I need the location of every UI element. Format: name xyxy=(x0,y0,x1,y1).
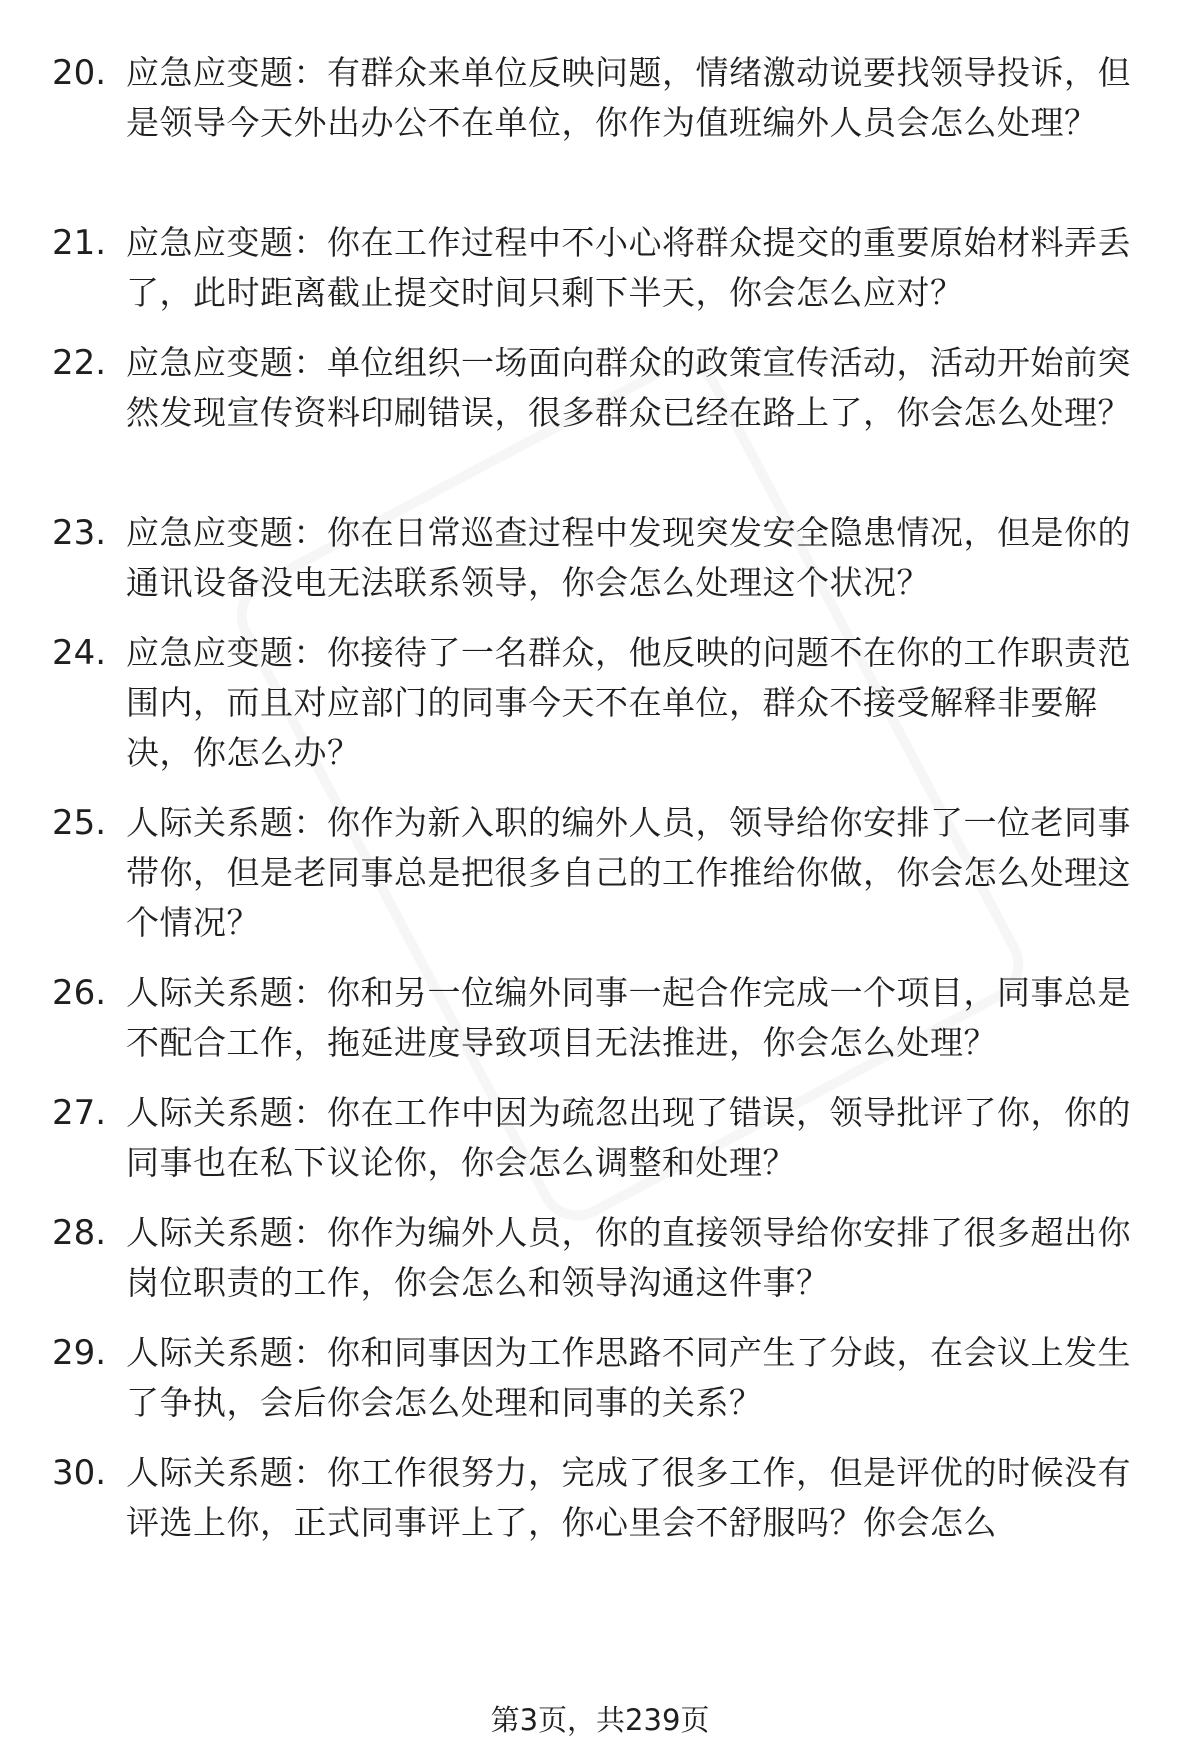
question-number: 21. xyxy=(52,223,107,263)
question-text: 应急应变题：你在日常巡查过程中发现突发安全隐患情况，但是你的通讯设备没电无法联系领导，你会怎么处理这个状况？ xyxy=(126,513,1131,602)
question-number: 28. xyxy=(52,1213,107,1253)
question-number: 25. xyxy=(52,803,107,843)
question-text: 人际关系题：你工作很努力，完成了很多工作，但是评优的时候没有评选上你，正式同事评上了，你心里会不舒服吗？你会怎么 xyxy=(126,1453,1131,1542)
question-text: 人际关系题：你在工作中因为疏忽出现了错误，领导批评了你，你的同事也在私下议论你，你会怎么调整和处理？ xyxy=(126,1093,1131,1182)
question-text: 应急应变题：你接待了一名群众，他反映的问题不在你的工作职责范围内，而且对应部门的同事今天不在单位，群众不接受解释非要解决，你怎么办？ xyxy=(126,633,1131,772)
question-number: 26. xyxy=(52,973,107,1013)
question-number: 27. xyxy=(52,1093,107,1133)
question-number: 30. xyxy=(52,1453,107,1493)
question-text: 人际关系题：你和同事因为工作思路不同产生了分歧，在会议上发生了争执，会后你会怎么处理和同事的关系？ xyxy=(126,1333,1131,1422)
question-number: 20. xyxy=(52,53,107,93)
question-text: 应急应变题：有群众来单位反映问题，情绪激动说要找领导投诉，但是领导今天外出办公不在单位，你作为值班编外人员会怎么处理？ xyxy=(126,53,1131,142)
question-number: 24. xyxy=(52,633,107,673)
question-text: 应急应变题：你在工作过程中不小心将群众提交的重要原始材料弄丢了，此时距离截止提交时间只剩下半天，你会怎么应对？ xyxy=(126,223,1131,312)
question-text: 应急应变题：单位组织一场面向群众的政策宣传活动，活动开始前突然发现宣传资料印刷错误，很多群众已经在路上了，你会怎么处理？ xyxy=(126,343,1131,432)
question-text: 人际关系题：你作为编外人员，你的直接领导给你安排了很多超出你岗位职责的工作，你会怎么和领导沟通这件事？ xyxy=(126,1213,1131,1302)
question-text: 人际关系题：你作为新入职的编外人员，领导给你安排了一位老同事带你，但是老同事总是把很多自己的工作推给你做，你会怎么处理这个情况？ xyxy=(126,803,1131,942)
question-number: 23. xyxy=(52,513,107,553)
question-text: 人际关系题：你和另一位编外同事一起合作完成一个项目，同事总是不配合工作，拖延进度导致项目无法推进，你会怎么处理？ xyxy=(126,973,1131,1062)
page-footer: 第3页，共239页 xyxy=(490,1703,710,1737)
question-number: 29. xyxy=(52,1333,107,1373)
question-number: 22. xyxy=(52,343,107,383)
